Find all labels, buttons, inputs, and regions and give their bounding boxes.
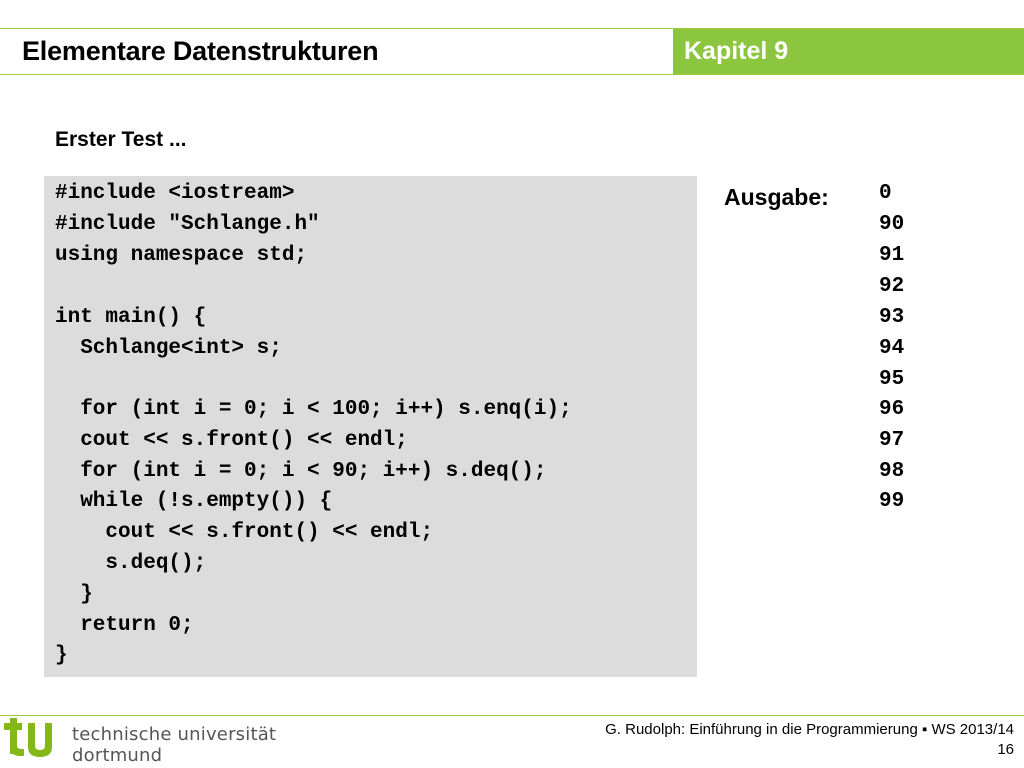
code-line: }: [55, 644, 68, 667]
code-line: return 0;: [55, 614, 194, 637]
code-line: int main() {: [55, 306, 207, 329]
output-value: 92: [879, 275, 905, 298]
code-line: while (!s.empty()) {: [55, 490, 333, 513]
output-label: Ausgabe:: [724, 184, 829, 210]
footer-credit: G. Rudolph: Einführung in die Programmierung ▪ WS 2013/14: [605, 721, 1014, 738]
footer-rule: [0, 715, 1024, 716]
slide-header-title: Elementare Datenstrukturen: [22, 36, 379, 66]
university-name-line1: technische universität: [72, 724, 277, 745]
code-line: for (int i = 0; i < 100; i++) s.enq(i);: [55, 398, 572, 421]
code-line: s.deq();: [55, 552, 207, 575]
chapter-tab: [673, 29, 1024, 74]
slide-subtitle: Erster Test ...: [55, 128, 187, 151]
page-number: 16: [997, 741, 1014, 758]
code-line: for (int i = 0; i < 90; i++) s.deq();: [55, 460, 547, 483]
output-value: 97: [879, 429, 905, 452]
code-line: #include "Schlange.h": [55, 213, 320, 236]
output-value: 91: [879, 244, 905, 267]
code-line: cout << s.front() << endl;: [55, 429, 408, 452]
output-value: 95: [879, 368, 905, 391]
code-line: Schlange<int> s;: [55, 337, 282, 360]
output-value: 99: [879, 490, 905, 513]
code-line: #include <iostream>: [55, 182, 295, 205]
output-value: 93: [879, 306, 905, 329]
output-value: 98: [879, 460, 905, 483]
university-name-line2: dortmund: [72, 745, 163, 766]
output-value: 0: [879, 182, 892, 205]
output-value: 96: [879, 398, 905, 421]
tu-logo-icon: [4, 716, 66, 766]
output-value: 94: [879, 337, 905, 360]
code-line: using namespace std;: [55, 244, 308, 267]
header-rule: [0, 74, 1024, 75]
code-line: }: [55, 583, 93, 606]
code-line: cout << s.front() << endl;: [55, 521, 434, 544]
output-value: 90: [879, 213, 905, 236]
chapter-label: Kapitel 9: [684, 37, 789, 65]
